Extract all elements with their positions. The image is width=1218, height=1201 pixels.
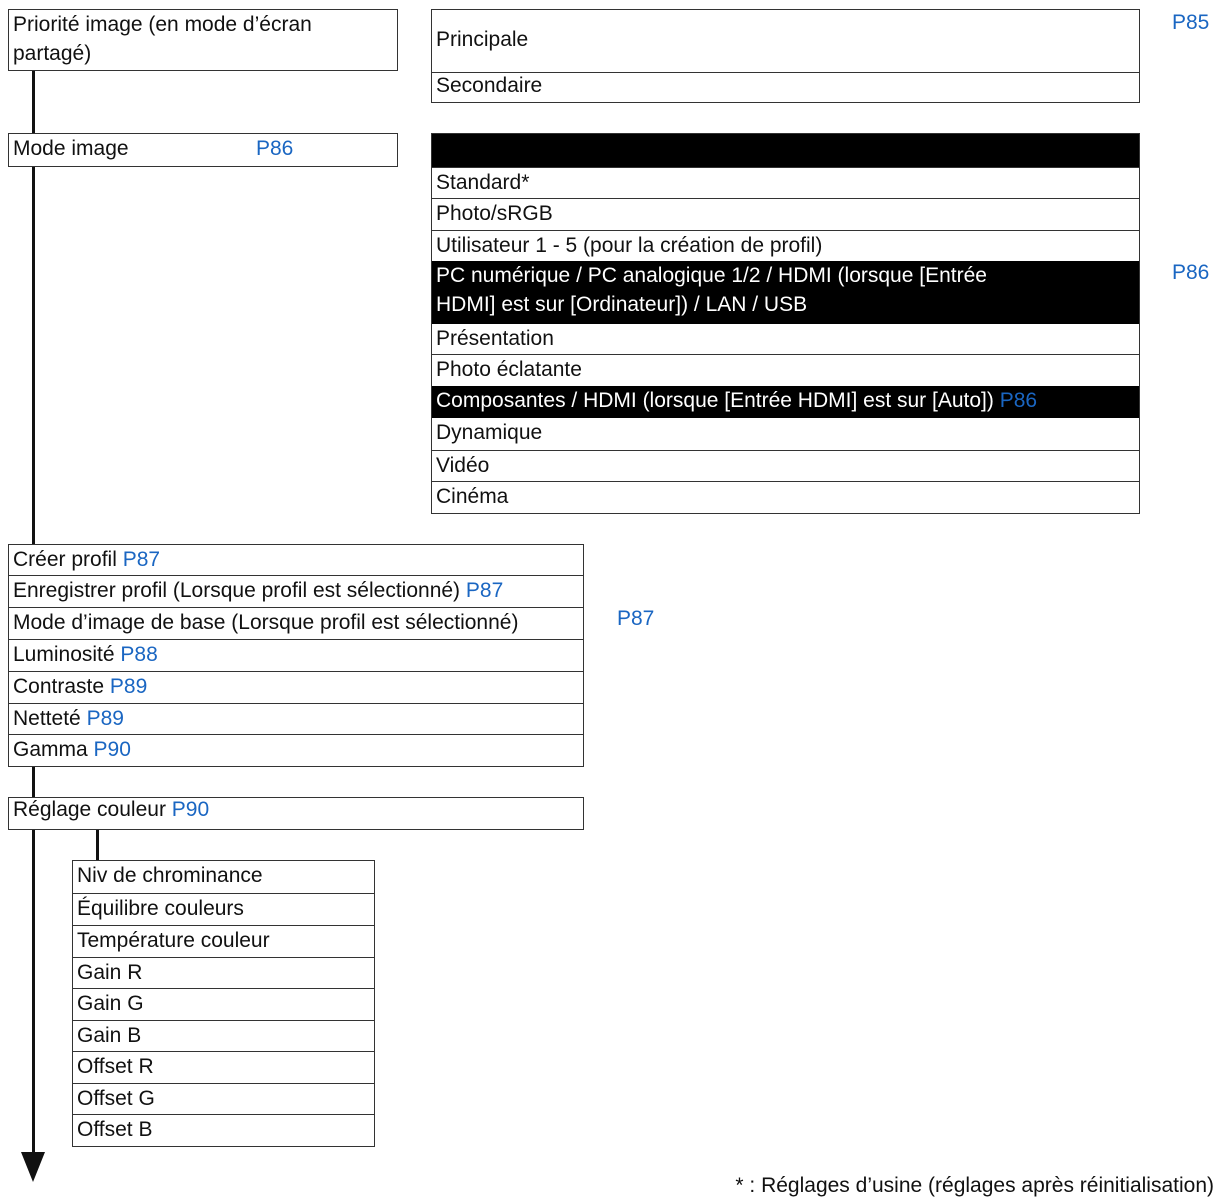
mode-image-base bbox=[9, 607, 583, 639]
mode-image-page-ref: P86 bbox=[256, 137, 294, 160]
option-standard: Standard* bbox=[432, 167, 1139, 198]
nettete-ref: P89 bbox=[86, 707, 124, 730]
creer-profil-ref: P87 bbox=[122, 548, 161, 571]
priorite-image-box bbox=[8, 9, 398, 71]
item-niv-chrominance: Niv de chrominance bbox=[77, 864, 263, 887]
reglage-couleur-label: Réglage couleur bbox=[13, 798, 166, 821]
priorite-image-label-line2: partagé) bbox=[13, 42, 92, 65]
composantes-header bbox=[432, 386, 1139, 418]
mode-image-options-box bbox=[431, 133, 1140, 514]
item-temperature-couleur: Température couleur bbox=[73, 925, 374, 957]
reglage-couleur-box bbox=[8, 797, 584, 830]
footnote: * : Réglages d’usine (réglages après réinitialisation) bbox=[735, 1174, 1214, 1197]
option-dynamique: Dynamique bbox=[436, 421, 543, 444]
mode-image-base-label: Mode d’image de base (Lorsque profil est sélectionné) bbox=[13, 611, 519, 634]
enregistrer-profil-ref: P87 bbox=[465, 579, 504, 602]
creer-profil bbox=[9, 545, 583, 575]
option-video: Vidéo bbox=[432, 450, 1139, 481]
priorite-options-box bbox=[431, 9, 1140, 103]
item-gain-r: Gain R bbox=[73, 957, 374, 988]
nettete-label: Netteté bbox=[13, 707, 81, 730]
luminosite bbox=[9, 639, 583, 671]
contraste bbox=[9, 671, 583, 703]
item-offset-g: Offset G bbox=[73, 1083, 374, 1114]
option-utilisateur: Utilisateur 1 - 5 (pour la création de profil) bbox=[432, 230, 1139, 261]
profil-box bbox=[8, 544, 584, 767]
option-photo-eclatante: Photo éclatante bbox=[432, 354, 1139, 386]
luminosite-label: Luminosité bbox=[13, 643, 115, 666]
luminosite-ref: P88 bbox=[120, 643, 158, 666]
option-principale: Principale bbox=[436, 28, 529, 51]
reglage-couleur bbox=[9, 795, 209, 825]
enregistrer-profil bbox=[9, 575, 583, 607]
color-flow-line bbox=[96, 828, 99, 862]
priorite-page-ref: P85 bbox=[1172, 11, 1210, 34]
color-items-box bbox=[72, 860, 375, 1147]
item-offset-b: Offset B bbox=[73, 1114, 374, 1145]
priorite-image-label-line1: Priorité image (en mode d’écran bbox=[13, 13, 312, 36]
pc-page-ref: P86 bbox=[1172, 261, 1210, 284]
item-offset-r: Offset R bbox=[73, 1051, 374, 1083]
down-arrow-icon bbox=[21, 1152, 45, 1182]
nettete bbox=[9, 703, 583, 734]
creer-profil-label: Créer profil bbox=[13, 548, 117, 571]
enregistrer-profil-label: Enregistrer profil (Lorsque profil est sélectionné) bbox=[13, 579, 461, 602]
option-photo-srgb: Photo/sRGB bbox=[432, 198, 1139, 230]
item-gain-g: Gain G bbox=[73, 988, 374, 1020]
reglage-couleur-ref: P90 bbox=[171, 798, 210, 821]
contraste-ref: P89 bbox=[109, 675, 148, 698]
composantes-header-label: Composantes / HDMI (lorsque [Entrée HDMI] est sur [Auto]) bbox=[436, 389, 994, 412]
mode-header-bar bbox=[432, 134, 1139, 167]
option-cinema: Cinéma bbox=[432, 481, 1139, 512]
gamma bbox=[9, 734, 583, 765]
item-equilibre-couleurs: Équilibre couleurs bbox=[73, 893, 374, 925]
contraste-label: Contraste bbox=[13, 675, 105, 698]
mode-image-base-ref: P87 bbox=[617, 607, 655, 630]
option-secondaire: Secondaire bbox=[432, 72, 1139, 102]
mode-image-label: Mode image bbox=[13, 137, 129, 160]
mode-image-box bbox=[8, 133, 398, 167]
gamma-label: Gamma bbox=[13, 738, 88, 761]
composantes-page-ref: P86 bbox=[999, 389, 1038, 412]
gamma-ref: P90 bbox=[93, 738, 131, 761]
pc-header bbox=[432, 261, 1139, 324]
option-presentation: Présentation bbox=[436, 327, 554, 350]
item-gain-b: Gain B bbox=[73, 1020, 374, 1051]
pc-header-line1: PC numérique / PC analogique 1/2 / HDMI (lorsque [Entrée bbox=[436, 264, 987, 287]
pc-header-line2: HDMI] est sur [Ordinateur]) / LAN / USB bbox=[436, 293, 808, 316]
